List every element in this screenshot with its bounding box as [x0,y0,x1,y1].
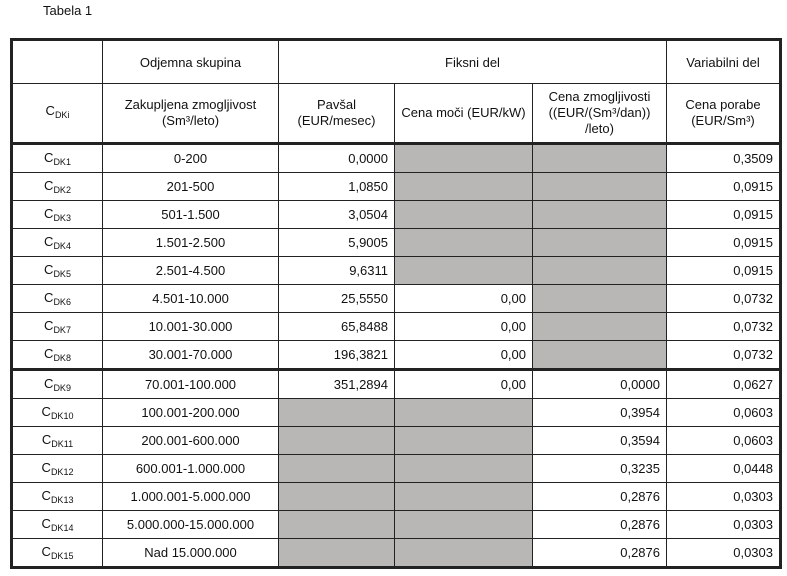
cell-capacity: 2.501-4.500 [103,257,279,285]
cell-pavsal: 65,8488 [279,313,395,341]
cell-capprice [533,229,667,257]
header-capprice: Cena zmogljivosti ((EUR/(Sm³/dan)) /leto) [533,84,667,144]
cell-capacity: 600.001-1.000.000 [103,455,279,483]
cell-capacity: 5.000.000-15.000.000 [103,511,279,539]
cell-group: $C_{DK7}$ [12,313,103,341]
cell-capprice [533,313,667,341]
cell-pavsal [279,483,395,511]
cell-power: 0,00 [395,313,533,341]
cell-power: 0,00 [395,341,533,370]
table-row [12,313,781,341]
cell-capprice: 0,2876 [533,511,667,539]
cell-capprice: 0,2876 [533,539,667,568]
cell-pavsal [279,427,395,455]
cell-usage: 0,3509 [667,144,781,173]
cell-capacity: 1.000.001-5.000.000 [103,483,279,511]
cell-group: $C_{DK11}$ [12,427,103,455]
header-variable: Variabilni del [667,40,781,84]
cell-usage: 0,0303 [667,539,781,568]
table-row [12,201,781,229]
cell-power [395,399,533,427]
header-cdk: $C_{DKi}$ [12,84,103,144]
cell-capprice: 0,3594 [533,427,667,455]
cell-capprice [533,257,667,285]
cell-capprice: 0,3954 [533,399,667,427]
cell-power [395,201,533,229]
cell-usage: 0,0732 [667,341,781,370]
cell-group: $C_{DK14}$ [12,511,103,539]
cell-group: $C_{DK8}$ [12,341,103,370]
cell-capacity: Nad 15.000.000 [103,539,279,568]
cell-pavsal [279,511,395,539]
cell-group: $C_{DK15}$ [12,539,103,568]
cell-capprice [533,285,667,313]
cell-usage: 0,0303 [667,483,781,511]
cell-power [395,511,533,539]
cell-usage: 0,0915 [667,173,781,201]
cell-usage: 0,0603 [667,399,781,427]
table-row [12,483,781,511]
cell-group: $C_{DK1}$ [12,144,103,173]
header-group: Odjemna skupina [103,40,279,84]
cell-power [395,539,533,568]
cell-pavsal: 5,9005 [279,229,395,257]
cell-pavsal: 1,0850 [279,173,395,201]
table-row [12,511,781,539]
tariff-table [10,38,782,569]
cell-capacity: 30.001-70.000 [103,341,279,370]
cell-usage: 0,0732 [667,313,781,341]
cell-group: $C_{DK12}$ [12,455,103,483]
cell-power: 0,00 [395,285,533,313]
cell-usage: 0,0627 [667,370,781,399]
cell-capacity: 4.501-10.000 [103,285,279,313]
cell-power [395,229,533,257]
header-capacity: Zakupljena zmogljivost (Sm³/leto) [103,84,279,144]
cell-pavsal: 196,3821 [279,341,395,370]
cell-capprice [533,341,667,370]
cell-power [395,427,533,455]
cell-capprice [533,173,667,201]
cell-power: 0,00 [395,370,533,399]
cell-pavsal: 0,0000 [279,144,395,173]
cell-pavsal: 351,2894 [279,370,395,399]
table-row [12,144,781,173]
cell-capacity: 10.001-30.000 [103,313,279,341]
cell-pavsal: 25,5550 [279,285,395,313]
cell-usage: 0,0915 [667,229,781,257]
cell-capacity: 501-1.500 [103,201,279,229]
table-row [12,427,781,455]
cell-group: $C_{DK13}$ [12,483,103,511]
cell-group: $C_{DK2}$ [12,173,103,201]
cell-group: $C_{DK3}$ [12,201,103,229]
cell-group: $C_{DK10}$ [12,399,103,427]
header-power: Cena moči (EUR/kW) [395,84,533,144]
cell-capprice: 0,2876 [533,483,667,511]
cell-usage: 0,0303 [667,511,781,539]
cell-group: $C_{DK5}$ [12,257,103,285]
table-row [12,539,781,568]
cell-usage: 0,0915 [667,201,781,229]
cell-usage: 0,0732 [667,285,781,313]
cell-capacity: 70.001-100.000 [103,370,279,399]
cell-group: $C_{DK4}$ [12,229,103,257]
table-row [12,229,781,257]
cell-power [395,144,533,173]
cell-pavsal [279,455,395,483]
cell-power [395,483,533,511]
cell-power [395,173,533,201]
table-row [12,370,781,399]
cell-capprice [533,201,667,229]
cell-capacity: 1.501-2.500 [103,229,279,257]
cell-capprice: 0,0000 [533,370,667,399]
table-row [12,455,781,483]
cell-capacity: 200.001-600.000 [103,427,279,455]
table-caption: Tabela 1 [43,3,93,18]
cell-group: $C_{DK9}$ [12,370,103,399]
cell-power [395,455,533,483]
table-row [12,285,781,313]
header-blank [12,40,103,84]
cell-pavsal [279,399,395,427]
cell-usage: 0,0448 [667,455,781,483]
header-usage: Cena porabe (EUR/Sm³) [667,84,781,144]
cell-usage: 0,0915 [667,257,781,285]
cell-pavsal [279,539,395,568]
header-pavsal: Pavšal (EUR/mesec) [279,84,395,144]
table-row [12,257,781,285]
cell-usage: 0,0603 [667,427,781,455]
table-row [12,399,781,427]
cell-capprice [533,144,667,173]
cell-group: $C_{DK6}$ [12,285,103,313]
table-row [12,341,781,370]
cell-capacity: 0-200 [103,144,279,173]
header-fixed: Fiksni del [279,40,667,84]
cell-pavsal: 3,0504 [279,201,395,229]
cell-capacity: 100.001-200.000 [103,399,279,427]
cell-capprice: 0,3235 [533,455,667,483]
table-row [12,173,781,201]
cell-power [395,257,533,285]
cell-pavsal: 9,6311 [279,257,395,285]
cell-capacity: 201-500 [103,173,279,201]
